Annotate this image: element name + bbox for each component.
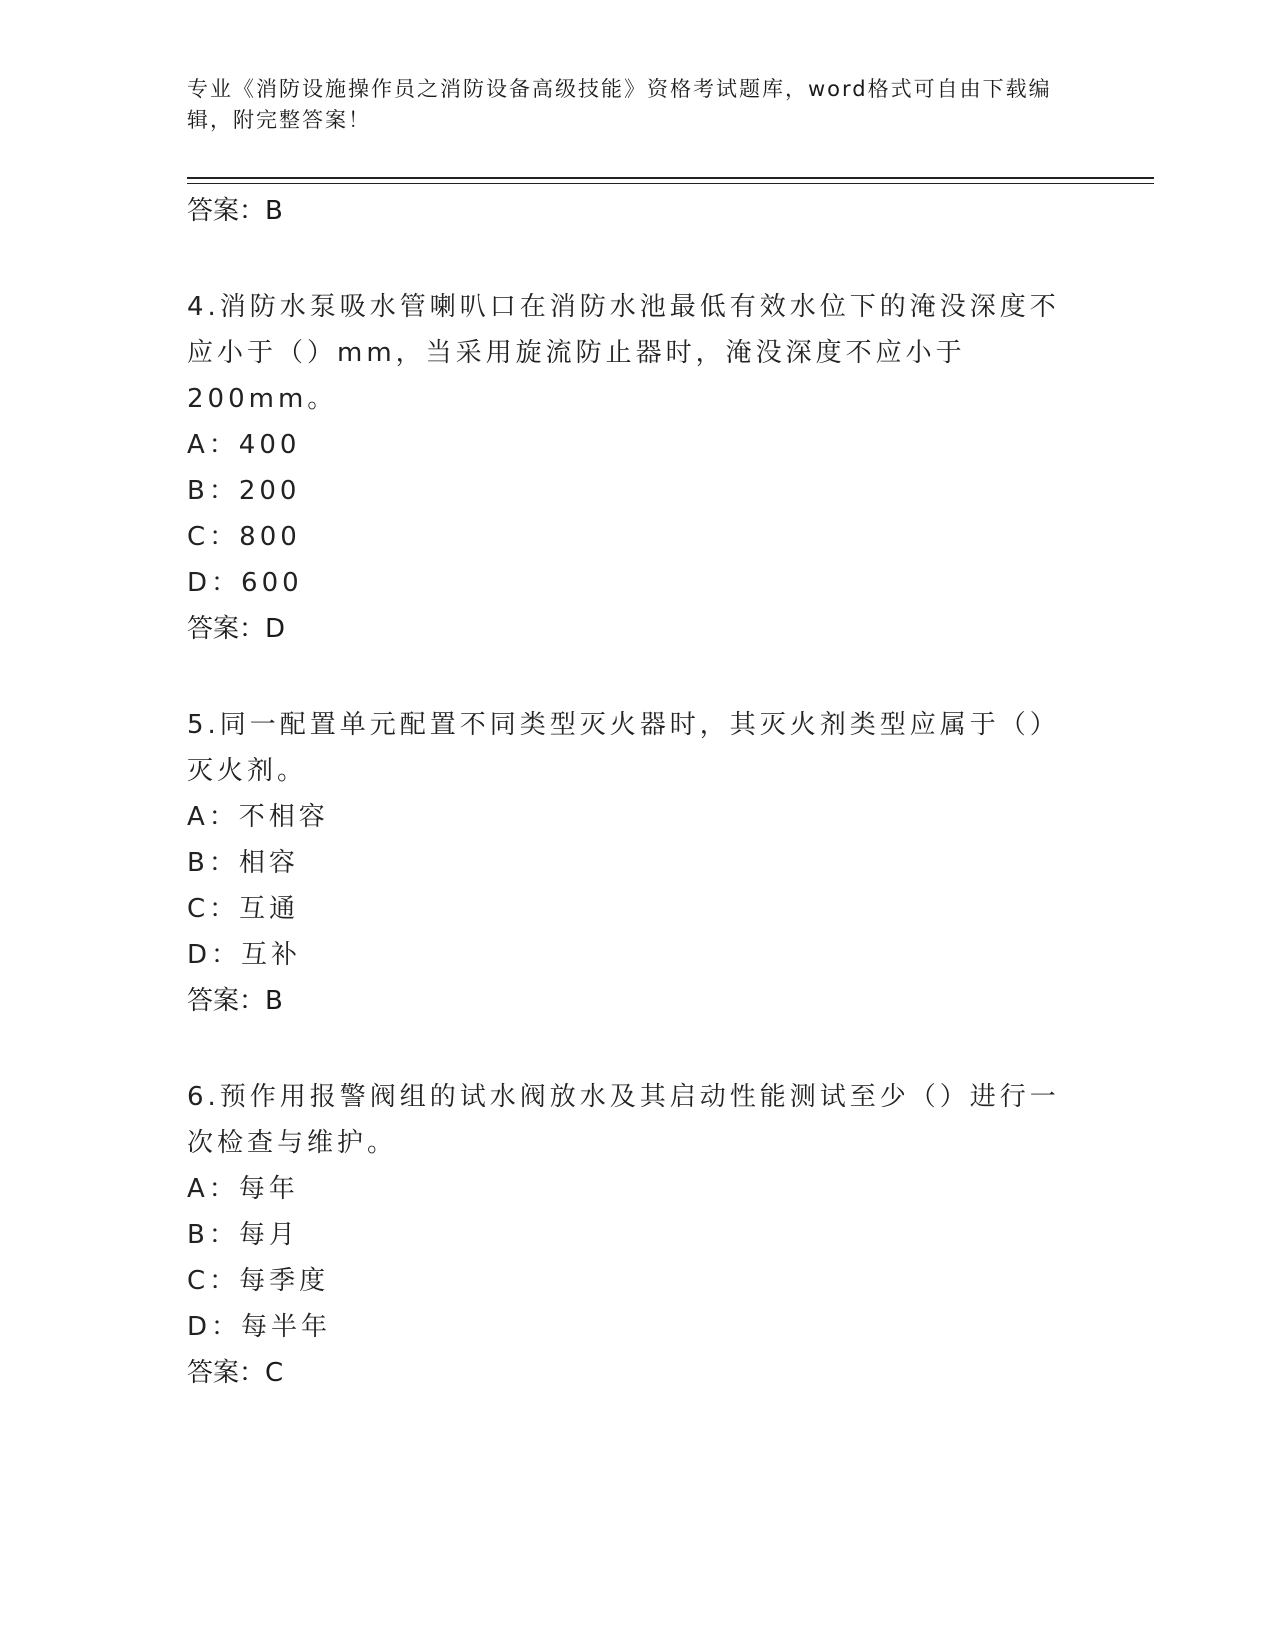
answer-prev-question: 答案：B <box>187 196 283 226</box>
answer: 答案：D <box>187 614 286 644</box>
answer: 答案：B <box>187 986 283 1016</box>
option-d: D：每半年 <box>187 1312 332 1342</box>
option-a: A：不相容 <box>187 802 329 832</box>
option-c: C：每季度 <box>187 1266 330 1296</box>
document-header: 专业《消防设施操作员之消防设备高级技能》资格考试题库，word格式可自由下载编辑，附完整答案！ <box>187 77 1052 132</box>
option-d: D：互补 <box>187 940 302 970</box>
question-stem: 6.预作用报警阀组的试水阀放水及其启动性能测试至少（）进行一次检查与维护。 <box>187 1082 1060 1158</box>
header-divider-thin <box>187 183 1154 184</box>
header-divider-thick <box>187 177 1154 179</box>
question-stem: 5.同一配置单元配置不同类型灭火器时，其灭火剂类型应属于（）灭火剂。 <box>187 710 1060 786</box>
question-4 <box>187 284 1067 652</box>
question-stem: 4.消防水泵吸水管喇叭口在消防水池最低有效水位下的淹没深度不应小于（）mm，当采用旋流防止器时，淹没深度不应小于200mm。 <box>187 292 1060 414</box>
option-d: D：600 <box>187 568 303 598</box>
option-c: C：800 <box>187 522 301 552</box>
question-list <box>187 188 1067 1396</box>
question-6 <box>187 1074 1067 1396</box>
option-b: B：200 <box>187 476 301 506</box>
option-b: B：每月 <box>187 1220 299 1250</box>
option-b: B：相容 <box>187 848 299 878</box>
option-a: A：每年 <box>187 1174 299 1204</box>
question-5 <box>187 702 1067 1024</box>
option-a: A：400 <box>187 430 301 460</box>
option-c: C：互通 <box>187 894 300 924</box>
answer: 答案：C <box>187 1358 284 1388</box>
